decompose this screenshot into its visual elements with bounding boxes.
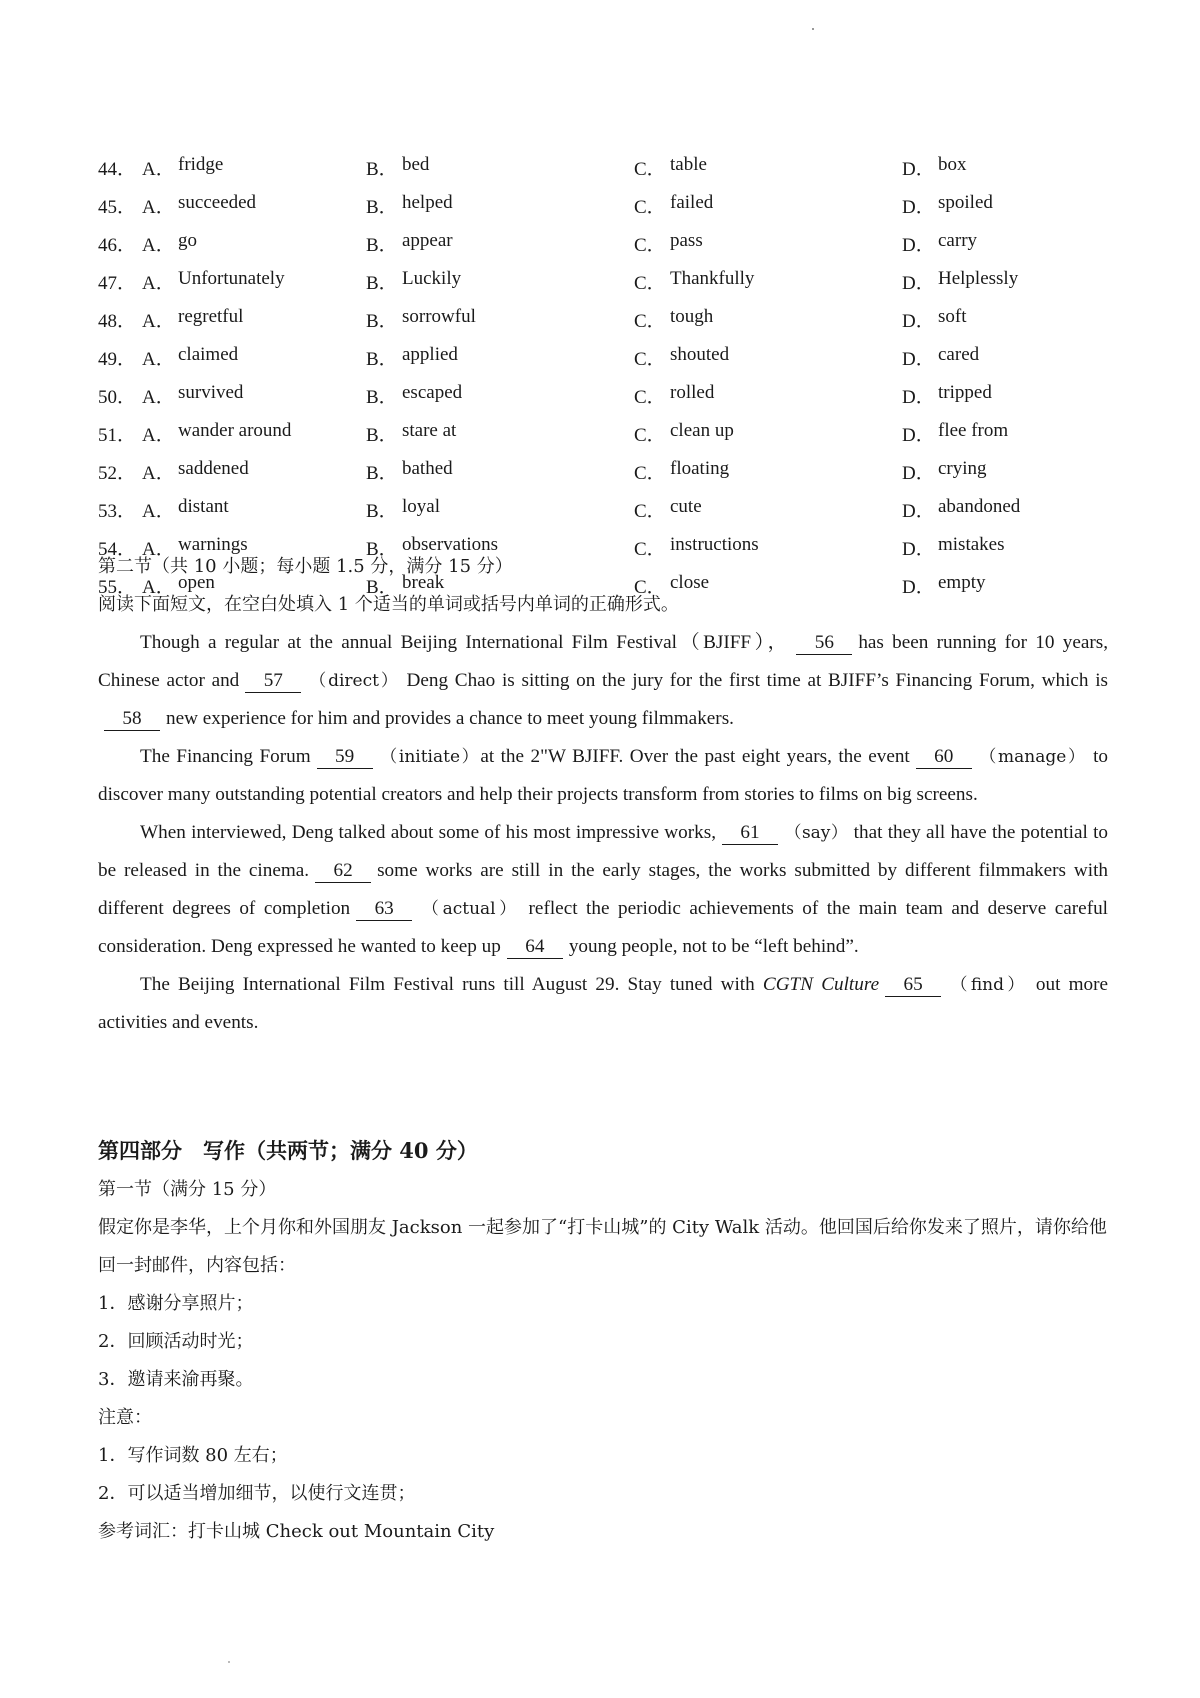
option-a[interactable] xyxy=(142,382,366,409)
passage-text: at the 2"W BJIFF. Over the past eight years, the event xyxy=(480,746,910,767)
option-d[interactable] xyxy=(902,344,1082,371)
option-c[interactable] xyxy=(634,154,902,181)
option-text: cute xyxy=(670,495,702,517)
option-letter: C． xyxy=(634,234,666,256)
option-letter: B． xyxy=(366,462,398,484)
question-number: 51． xyxy=(98,424,137,446)
note-item: 1．写作词数 80 左右； xyxy=(98,1445,288,1466)
option-text: clean up xyxy=(670,419,734,441)
option-text: Helplessly xyxy=(938,267,1019,289)
question-number: 54． xyxy=(98,538,137,560)
option-letter: B． xyxy=(366,272,398,294)
option-b[interactable] xyxy=(366,154,634,181)
blank-56[interactable]: 56 xyxy=(796,632,852,655)
passage-text: Though a regular at the annual Beijing International Film Festival（BJIFF）， xyxy=(140,632,791,653)
passage-paragraph-2 xyxy=(98,738,1108,814)
option-c[interactable] xyxy=(634,382,902,409)
option-letter: B． xyxy=(366,310,398,332)
blank-58[interactable]: 58 xyxy=(104,708,160,731)
passage-text: to discover many outstanding potential creators and help their projects transform from stories to films on big screens. xyxy=(98,746,1108,805)
option-text: go xyxy=(178,229,197,251)
option-text: Unfortunately xyxy=(178,267,285,289)
passage-paragraph-1 xyxy=(98,624,1108,738)
question-number: 50． xyxy=(98,386,137,408)
option-letter: A． xyxy=(142,462,175,484)
section-two-instruction: 阅读下面短文，在空白处填入 1 个适当的单词或括号内单词的正确形式。 xyxy=(98,594,679,615)
passage-text: has been running for 10 years, Chinese actor and xyxy=(98,632,1109,691)
option-d[interactable] xyxy=(902,268,1082,295)
option-letter: A． xyxy=(142,386,175,408)
option-text: wander around xyxy=(178,419,292,441)
question-row xyxy=(98,300,1098,338)
option-a[interactable] xyxy=(142,420,366,447)
note-item: 2．可以适当增加细节，以使行文连贯； xyxy=(98,1483,416,1504)
option-text: failed xyxy=(670,191,714,213)
question-number: 48． xyxy=(98,310,137,332)
question-row xyxy=(98,224,1098,262)
option-b[interactable] xyxy=(366,192,634,219)
scan-dot xyxy=(812,28,814,30)
option-b[interactable] xyxy=(366,420,634,447)
option-letter: A． xyxy=(142,424,175,446)
option-letter: A． xyxy=(142,196,175,218)
option-d[interactable] xyxy=(902,230,1082,257)
option-text: warnings xyxy=(178,533,248,555)
part-four-subheading: 第一节（满分 15 分） xyxy=(98,1179,277,1200)
option-text: empty xyxy=(938,571,986,593)
question-row xyxy=(98,148,1098,186)
option-c[interactable] xyxy=(634,420,902,447)
option-letter: B． xyxy=(366,424,398,446)
option-d[interactable] xyxy=(902,306,1082,333)
option-text: loyal xyxy=(402,495,440,517)
option-text: soft xyxy=(938,305,967,327)
writing-prompt: 假定你是李华，上个月你和外国朋友 Jackson 一起参加了“打卡山城”的 City Walk 活动。他回国后给你发来了照片，请你给他回一封邮件，内容包括： xyxy=(98,1217,1107,1276)
option-d[interactable] xyxy=(902,496,1082,523)
option-text: regretful xyxy=(178,305,244,327)
blank-62[interactable]: 62 xyxy=(315,860,371,883)
option-text: instructions xyxy=(670,533,759,555)
option-letter: C． xyxy=(634,538,666,560)
blank-63[interactable]: 63 xyxy=(356,898,412,921)
option-text: stare at xyxy=(402,419,457,441)
question-number: 47． xyxy=(98,272,137,294)
passage-text: reflect the periodic achievements of the main team and deserve careful consideration. Deng expressed he wanted to keep up xyxy=(98,898,1109,957)
content-item: 3．邀请来渝再聚。 xyxy=(98,1369,254,1390)
option-text: shouted xyxy=(670,343,730,365)
passage-text: When interviewed, Deng talked about some of his most impressive works, xyxy=(140,822,716,843)
option-text: succeeded xyxy=(178,191,257,213)
option-letter: D． xyxy=(902,500,935,522)
question-row xyxy=(98,186,1098,224)
content-item: 1．感谢分享照片； xyxy=(98,1293,254,1314)
reference-vocab: 参考词汇：打卡山城 Check out Mountain City xyxy=(98,1521,495,1542)
option-letter: C． xyxy=(634,386,666,408)
option-letter: C． xyxy=(634,310,666,332)
blank-64[interactable]: 64 xyxy=(507,936,563,959)
question-number: 55． xyxy=(98,576,137,598)
option-letter: D． xyxy=(902,234,935,256)
option-letter: B． xyxy=(366,386,398,408)
question-number: 44． xyxy=(98,158,137,180)
option-a[interactable] xyxy=(142,458,366,485)
option-letter: D． xyxy=(902,538,935,560)
blank-61[interactable]: 61 xyxy=(722,822,778,845)
option-text: helped xyxy=(402,191,453,213)
option-letter: B． xyxy=(366,158,398,180)
option-text: rolled xyxy=(670,381,715,403)
option-text: sorrowful xyxy=(402,305,476,327)
hint-65: （find） xyxy=(947,975,1028,995)
option-d[interactable] xyxy=(902,154,1082,181)
option-letter: C． xyxy=(634,500,666,522)
option-a[interactable] xyxy=(142,496,366,523)
hint-61: （say） xyxy=(784,823,849,843)
question-number: 46． xyxy=(98,234,137,256)
option-c[interactable] xyxy=(634,496,902,523)
option-letter: A． xyxy=(142,538,175,560)
option-letter: A． xyxy=(142,272,175,294)
option-b[interactable] xyxy=(366,382,634,409)
option-letter: A． xyxy=(142,348,175,370)
option-letter: D． xyxy=(902,272,935,294)
option-d[interactable] xyxy=(902,420,1082,447)
option-letter: A． xyxy=(142,310,175,332)
question-number: 53． xyxy=(98,500,137,522)
question-row xyxy=(98,490,1098,528)
content-item: 2．回顾活动时光； xyxy=(98,1331,254,1352)
question-row xyxy=(98,452,1098,490)
option-a[interactable] xyxy=(142,230,366,257)
passage-paragraph-3 xyxy=(98,814,1108,966)
option-text: table xyxy=(670,153,707,175)
option-letter: C． xyxy=(634,196,666,218)
option-text: carry xyxy=(938,229,978,251)
option-text: escaped xyxy=(402,381,463,403)
option-text: saddened xyxy=(178,457,249,479)
option-text: mistakes xyxy=(938,533,1005,555)
option-text: crying xyxy=(938,457,987,479)
option-letter: D． xyxy=(902,310,935,332)
blank-59[interactable]: 59 xyxy=(317,746,373,769)
option-letter: B． xyxy=(366,500,398,522)
option-a[interactable] xyxy=(142,344,366,371)
passage-text: Deng Chao is sitting on the jury for the first time at BJIFF’s Financing Forum, which is xyxy=(406,670,1109,691)
option-letter: C． xyxy=(634,272,666,294)
question-row xyxy=(98,414,1098,452)
option-letter: D． xyxy=(902,348,935,370)
options-table xyxy=(98,148,1098,604)
option-text: box xyxy=(938,153,967,175)
option-c[interactable] xyxy=(634,344,902,371)
option-b[interactable] xyxy=(366,230,634,257)
option-text: pass xyxy=(670,229,703,251)
option-letter: B． xyxy=(366,538,398,560)
question-row xyxy=(98,338,1098,376)
passage-text: that they all have the potential to be released in the cinema. xyxy=(98,822,1108,881)
option-letter: D． xyxy=(902,424,935,446)
question-row xyxy=(98,376,1098,414)
option-text: break xyxy=(402,571,445,593)
option-text: claimed xyxy=(178,343,239,365)
hint-57: （direct） xyxy=(307,671,400,691)
passage-text: new experience for him and provides a chance to meet young filmmakers. xyxy=(166,708,734,729)
option-c[interactable] xyxy=(634,268,902,295)
publication-name: CGTN Culture xyxy=(762,974,880,995)
option-letter: A． xyxy=(142,158,175,180)
option-letter: C． xyxy=(634,348,666,370)
note-label: 注意： xyxy=(98,1407,152,1428)
option-text: bed xyxy=(402,153,430,175)
option-letter: C． xyxy=(634,424,666,446)
option-d[interactable] xyxy=(902,458,1082,485)
option-text: flee from xyxy=(938,419,1009,441)
option-letter: D． xyxy=(902,462,935,484)
passage-paragraph-4 xyxy=(98,966,1108,1042)
blank-57[interactable]: 57 xyxy=(245,670,301,693)
option-letter: C． xyxy=(634,462,666,484)
question-number: 49． xyxy=(98,348,137,370)
option-letter: D． xyxy=(902,576,935,598)
option-a[interactable] xyxy=(142,306,366,333)
option-b[interactable] xyxy=(366,458,634,485)
option-text: floating xyxy=(670,457,730,479)
option-b[interactable] xyxy=(366,306,634,333)
option-text: Luckily xyxy=(402,267,462,289)
part-four-heading: 第四部分 写作（共两节；满分 40 分） xyxy=(98,1138,478,1163)
option-text: distant xyxy=(178,495,229,517)
blank-60[interactable]: 60 xyxy=(916,746,972,769)
passage-text: The Financing Forum xyxy=(140,746,311,767)
option-text: survived xyxy=(178,381,244,403)
option-a[interactable] xyxy=(142,154,366,181)
option-text: tough xyxy=(670,305,714,327)
option-letter: D． xyxy=(902,386,935,408)
section-two xyxy=(98,548,1108,1042)
option-letter: D． xyxy=(902,196,935,218)
option-text: cared xyxy=(938,343,980,365)
option-letter: B． xyxy=(366,234,398,256)
option-d[interactable] xyxy=(902,192,1082,219)
option-a[interactable] xyxy=(142,192,366,219)
option-letter: B． xyxy=(366,348,398,370)
option-text: bathed xyxy=(402,457,453,479)
option-b[interactable] xyxy=(366,496,634,523)
option-a[interactable] xyxy=(142,268,366,295)
option-text: spoiled xyxy=(938,191,993,213)
hint-59: （initiate） xyxy=(378,747,481,767)
option-text: close xyxy=(670,571,710,593)
option-b[interactable] xyxy=(366,268,634,295)
option-d[interactable] xyxy=(902,382,1082,409)
option-text: open xyxy=(178,571,215,593)
option-letter: A． xyxy=(142,500,175,522)
option-letter: C． xyxy=(634,576,666,598)
option-b[interactable] xyxy=(366,344,634,371)
option-text: fridge xyxy=(178,153,224,175)
option-letter: B． xyxy=(366,576,398,598)
question-number: 52． xyxy=(98,462,137,484)
option-text: abandoned xyxy=(938,495,1021,517)
option-c[interactable] xyxy=(634,230,902,257)
section-two-heading: 第二节（共 10 小题；每小题 1.5 分，满分 15 分） xyxy=(98,556,513,577)
part-four xyxy=(98,1131,1108,1551)
passage-text: some works are still in the early stages, the works submitted by different filmmakers with different degrees of completion xyxy=(98,860,1108,919)
question-number: 45． xyxy=(98,196,137,218)
option-letter: C． xyxy=(634,158,666,180)
option-letter: B． xyxy=(366,196,398,218)
passage-text: out more activities and events. xyxy=(98,974,1109,1033)
blank-65[interactable]: 65 xyxy=(885,974,941,997)
passage-text: young people, not to be “left behind”. xyxy=(568,936,859,957)
hint-60: （manage） xyxy=(977,747,1087,767)
option-text: tripped xyxy=(938,381,992,403)
passage-text: The Beijing International Film Festival runs till August 29. Stay tuned with xyxy=(140,974,755,995)
question-row xyxy=(98,262,1098,300)
option-letter: A． xyxy=(142,234,175,256)
option-letter: D． xyxy=(902,158,935,180)
option-text: observations xyxy=(402,533,499,555)
option-c[interactable] xyxy=(634,458,902,485)
hint-63: （actual） xyxy=(418,899,521,919)
option-text: applied xyxy=(402,343,458,365)
option-c[interactable] xyxy=(634,192,902,219)
option-letter: A． xyxy=(142,576,175,598)
option-text: appear xyxy=(402,229,453,251)
option-c[interactable] xyxy=(634,306,902,333)
option-text: Thankfully xyxy=(670,267,755,289)
scan-dot xyxy=(228,1661,230,1663)
